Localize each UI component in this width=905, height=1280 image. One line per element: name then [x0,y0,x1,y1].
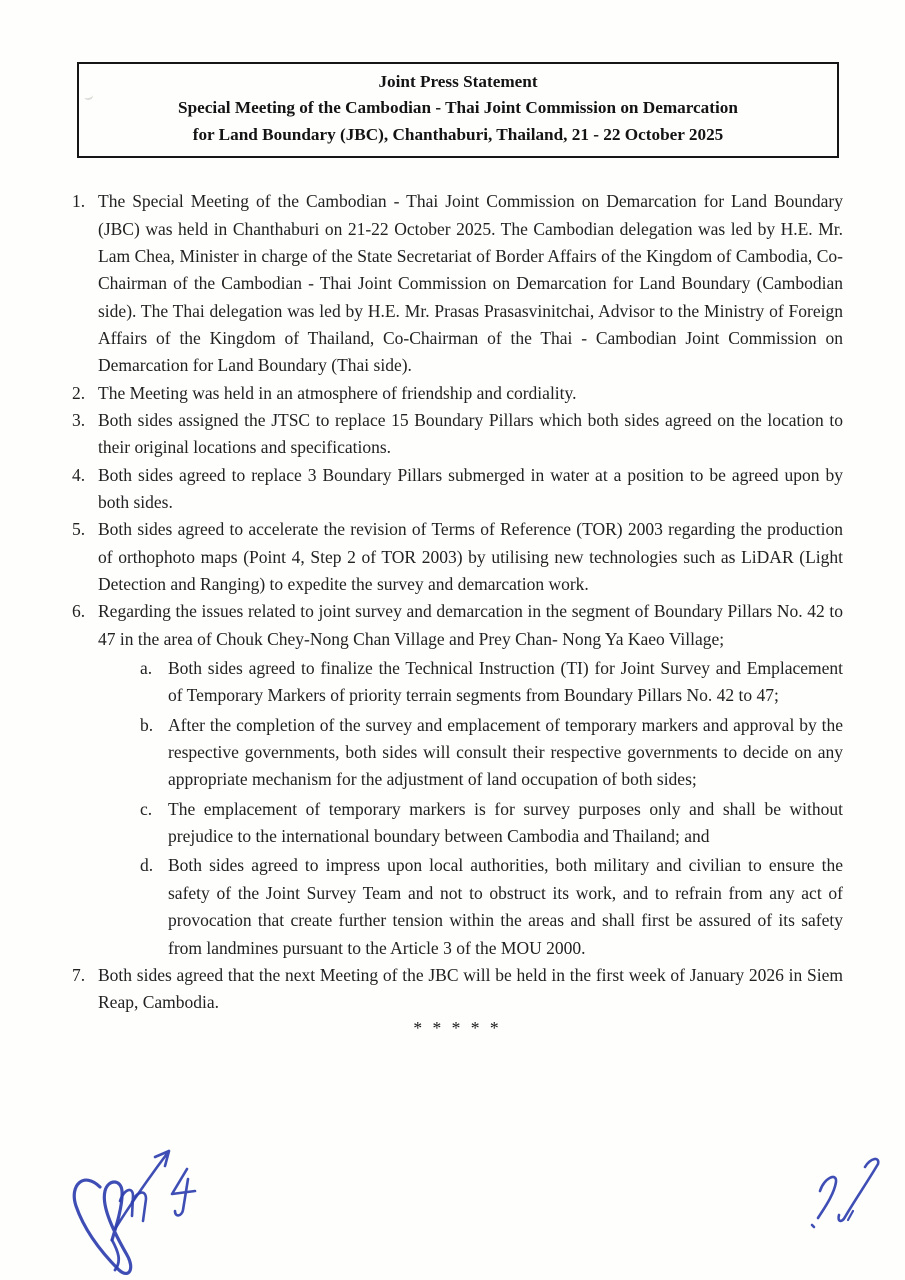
sub-item-letter: d. [140,855,154,876]
item-number: 4. [72,464,86,485]
item-text: Both sides agreed to accelerate the revision of Terms of Reference (TOR) 2003 regarding the production of orthophoto maps (Point 4, Step 2 of TOR 2003) by utilising new technologies such as LiDAR (Light Detection and Ranging) to expedite the survey and demarcation work. [98,519,843,595]
sub-item-letter: c. [140,798,153,819]
document-subtitle-line-2: for Land Boundary (JBC), Chanthaburi, Thailand, 21 - 22 October 2025 [192,124,724,144]
list-item-2 [72,380,843,407]
sub-item-c [140,796,843,851]
sub-item-b [140,712,843,794]
item-number: 1. [72,191,86,212]
document-title: Joint Press Statement [378,72,538,91]
list-item-4 [72,462,843,517]
item-body [98,598,843,961]
sub-item-d [140,852,843,961]
handwritten-signature-right [791,1150,897,1271]
list-item-3 [72,407,843,462]
list-item-5 [72,516,843,598]
item-number: 7. [72,964,86,985]
item-number: 2. [72,382,86,403]
sub-item-a [140,655,843,710]
item-text: Both sides assigned the JTSC to replace 15 Boundary Pillars which both sides agreed on the location to their original locations and specifications. [98,409,843,458]
sub-item-text: Both sides agreed to finalize the Technical Instruction (TI) for Joint Survey and Emplacement of Temporary Markers of priority terrain segments from Boundary Pillars No. 42 to 47; [168,658,843,706]
item-number: 5. [72,519,86,540]
signature-initials-right-icon [791,1150,897,1266]
item-text: Both sides agreed that the next Meeting of the JBC will be held in the first week of January 2026 in Siem Reap, Cambodia. [98,964,843,1013]
title-box [77,62,839,158]
lettered-sublist [140,655,843,962]
item-text: Regarding the issues related to joint survey and demarcation in the segment of Boundary Pillars No. 42 to 47 in the area of Chouk Chey-Nong Chan Village and Prey Chan- Nong Ya Kaeo Village; [98,601,843,649]
document-subtitle-line-1: Special Meeting of the Cambodian - Thai Joint Commission on Demarcation [178,98,738,118]
item-number: 3. [72,409,86,430]
sub-item-letter: b. [140,714,154,735]
item-number: 6. [72,601,86,622]
signature-initials-left-icon [56,1143,214,1280]
asterisk-separator: * * * * * [413,1017,502,1038]
numbered-list [72,188,843,1016]
list-item-1 [72,188,843,379]
handwritten-signature-left [56,1143,214,1280]
sub-item-text: After the completion of the survey and emplacement of temporary markers and approval by the respective governments, both sides will consult their respective governments to decide on any appropriate mechanism for the adjustment of land occupation of both sides; [168,714,843,790]
list-item-7 [72,962,843,1017]
list-item-6 [72,598,843,961]
sub-item-text: Both sides agreed to impress upon local authorities, both military and civilian to ensure the safety of the Joint Survey Team and not to obstruct its work, and to refrain from any act of provocation that create further tension within the areas and shall first be assured of its safety from landmines pursuant to the Article 3 of the MOU 2000. [168,855,843,958]
sub-item-letter: a. [140,658,153,679]
sub-item-text: The emplacement of temporary markers is for survey purposes only and shall be without prejudice to the international boundary between Cambodia and Thailand; and [168,798,843,847]
item-text: The Meeting was held in an atmosphere of friendship and cordiality. [98,382,577,403]
item-text: Both sides agreed to replace 3 Boundary Pillars submerged in water at a position to be agreed upon by both sides. [98,464,843,512]
item-text: The Special Meeting of the Cambodian - Thai Joint Commission on Demarcation for Land Boundary (JBC) was held in Chanthaburi on 21-22 October 2025. The Cambodian delegation was led by H.E. Mr. Lam Chea, Minister in charge of the State Secretariat of Border Affairs of the Kingdom of Cambodia, Co-Chairman of the Cambodian - Thai Joint Commission on Demarcation for Land Boundary (Cambodian side). The Thai delegation was led by H.E. Mr. Prasas Prasasvinitchai, Advisor to the Ministry of Foreign Affairs of the Kingdom of Thailand, Co-Chairman of the Thai - Cambodian Joint Commission on Demarcation for Land Boundary (Thai side). [98,191,843,376]
